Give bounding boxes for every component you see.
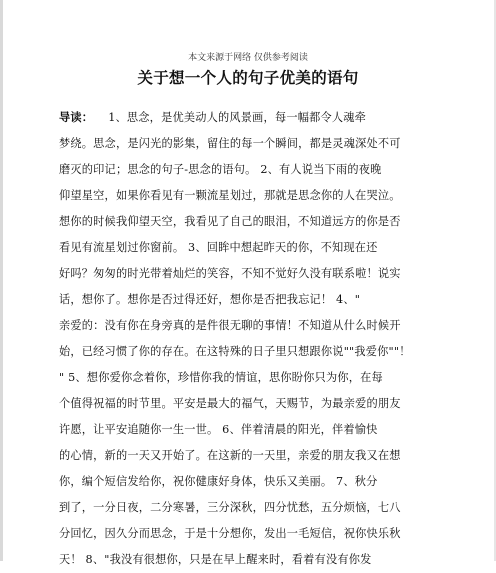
body-line: 仰望星空，如果你看见有一颗流星划过，那就是思念你的人在哭泣。 bbox=[59, 189, 401, 202]
document-body bbox=[59, 104, 421, 573]
document-title: 关于想一个人的句子优美的语句 bbox=[137, 68, 359, 87]
body-line: 你，编个短信发给你，祝你健康好身体，快乐又美丽。 7、秋分 bbox=[59, 475, 378, 488]
body-line: 话，想你了。想你是否过得还好，想你是否把我忘记！ 4、" bbox=[59, 293, 361, 306]
body-line: 始，已经习惯了你的存在。在这特殊的日子里只想跟你说""我爱你""！ bbox=[59, 345, 411, 358]
lead-label: 导读： bbox=[59, 110, 94, 124]
body-line: 看见有流星划过你窗前。 3、回眸中想起昨天的你，不知现在还 bbox=[59, 241, 378, 254]
header-note: 本文来源于网络 仅供参考阅读 bbox=[188, 53, 308, 63]
body-line: 分回忆，因久分而思念，于是十分想你，发出一毛短信，祝你快乐秋 bbox=[59, 527, 401, 540]
body-line: " 5、想你爱你念着你，珍惜你我的情谊，思你盼你只为你，在每 bbox=[59, 371, 383, 384]
body-line: 好吗？匆匆的时光带着灿烂的笑容，不知不觉好久没有联系啦！说实 bbox=[59, 267, 401, 280]
body-line: 亲爱的：没有你在身旁真的是件很无聊的事情！不知道从什么时候开 bbox=[59, 319, 401, 332]
body-line: 磨灭的印记；思念的句子-思念的语句。 2、有人说当下雨的夜晚 bbox=[59, 163, 382, 176]
body-line: 天！ 8、"我没有很想你，只是在早上醒来时，看着有没有你发 bbox=[59, 553, 372, 566]
body-line-1 bbox=[59, 104, 421, 131]
body-line: 个值得祝福的时节里。平安是最大的福气，天赐节，为最亲爱的朋友 bbox=[59, 397, 401, 410]
body-line-1-text: 1、思念，是优美动人的风景画，每一幅都令人魂牵 bbox=[108, 111, 367, 124]
body-line: 梦绕。思念，是闪光的影集，留住的每一个瞬间，都是灵魂深处不可 bbox=[59, 137, 401, 150]
body-line: 到了，一分日夜，二分寒暑，三分深秋，四分忧愁，五分烦恼，七八 bbox=[59, 501, 401, 514]
body-line: 想你的时候我仰望天空，我看见了自己的眼泪，不知道远方的你是否 bbox=[59, 215, 401, 228]
body-line: 许愿，让平安追随你一生一世。 6、伴着清晨的阳光，伴着愉快 bbox=[59, 423, 378, 436]
body-line: 的心情，新的一天又开始了。在这新的一天里，亲爱的朋友我又在想 bbox=[59, 449, 401, 462]
